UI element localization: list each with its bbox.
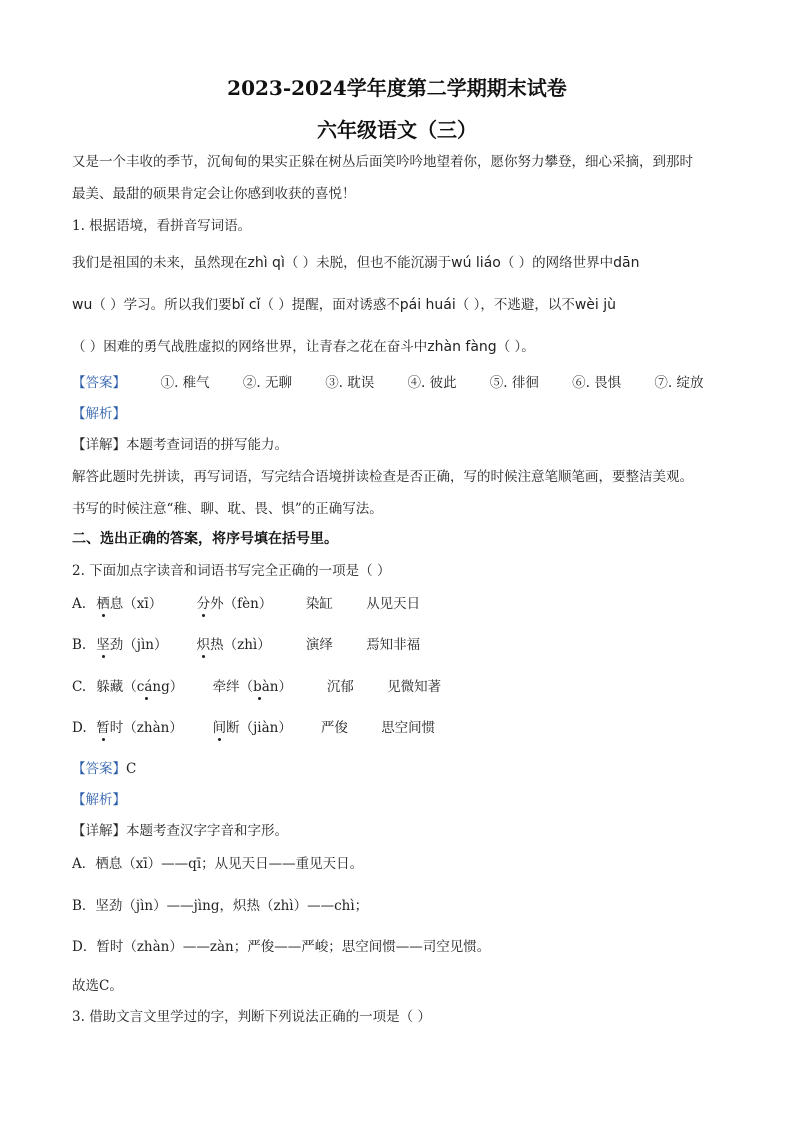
option-word: 断（jiàn） xyxy=(226,720,292,736)
dotted-char: 间 xyxy=(213,716,227,736)
detail-text: 本题考查词语的拼写能力。 xyxy=(126,437,288,453)
q1-line-2 xyxy=(72,293,616,313)
q1-title: 1. 根据语境，看拼音写词语。 xyxy=(72,218,252,234)
q1-note-1: 解答此题时先拼读，再写词语，写完结合语境拼读检查是否正确，写的时候注意笔顺笔画，要整洁美观。 xyxy=(72,469,693,485)
option-word: 从见天日 xyxy=(366,596,421,612)
intro-line-2: 最美、最甜的硕果肯定会让你感到收获的喜悦！ xyxy=(72,186,356,202)
q2-option-a xyxy=(72,592,420,612)
option-word: 时（zhàn） xyxy=(109,720,183,736)
pinyin: wu xyxy=(72,297,93,313)
option-label: D. xyxy=(72,720,87,736)
option-word: 热（zhì） xyxy=(210,637,271,653)
section-heading: 二、选出正确的答案，将序号填在括号里。 xyxy=(72,531,338,547)
analysis-label: 【解析】 xyxy=(72,406,126,422)
detail-text: 本题考查汉字字音和字形。 xyxy=(126,823,288,839)
answer-item: ⑥. 畏惧 xyxy=(572,375,622,391)
exam-subtitle: 六年级语文（三） xyxy=(317,118,477,142)
q2-option-d xyxy=(72,716,435,736)
q1-detail xyxy=(72,433,288,453)
pinyin: zhì qì xyxy=(247,255,285,271)
option-word: 染缸 xyxy=(305,596,333,612)
q1-answer-row xyxy=(72,371,703,391)
option-word: 焉知非福 xyxy=(366,637,421,653)
dotted-char: 绊（bàn） xyxy=(226,675,292,695)
dotted-char: 分 xyxy=(197,592,211,612)
q2-explanation-b: B．坚劲（jìn）——jìng，炽热（zhì）——chì； xyxy=(72,898,369,914)
option-word: 外（fèn） xyxy=(210,596,273,612)
answer-item: ①. 稚气 xyxy=(160,375,210,391)
q1-line-3 xyxy=(72,335,535,355)
option-word: 沉郁 xyxy=(326,679,354,695)
option-word: 劲（jìn） xyxy=(109,637,168,653)
detail-label: 【详解】 xyxy=(72,823,126,839)
q1-text: （ ）。 xyxy=(496,339,535,355)
q1-note-2: 书写的时候注意“稚、聊、耽、畏、惧”的正确写法。 xyxy=(72,501,383,517)
q1-text: （ ）未脱，但也不能沉溺于 xyxy=(284,255,452,271)
answer-label: 【答案】 xyxy=(72,375,126,391)
pinyin: wèi jù xyxy=(574,297,616,313)
answer-item: ③. 耽误 xyxy=(325,375,375,391)
dotted-char: 坚 xyxy=(96,633,110,653)
option-word: 躲 xyxy=(96,679,110,695)
pinyin: wú liáo xyxy=(451,255,501,271)
q2-conclusion: 故选C。 xyxy=(72,978,123,994)
detail-label: 【详解】 xyxy=(72,437,126,453)
answer-value: C xyxy=(126,761,137,777)
option-word: 息（xī） xyxy=(109,596,163,612)
option-word: 演绎 xyxy=(305,637,333,653)
q1-text: （ ），不逃避，以不 xyxy=(455,297,575,313)
q2-option-b xyxy=(72,633,420,653)
q2-explanation-a: A．栖息（xī）——qī；从见天日——重见天日。 xyxy=(72,856,364,872)
dotted-char: 炽 xyxy=(197,633,211,653)
option-label: B. xyxy=(72,637,87,653)
dotted-char: 藏（cáng） xyxy=(110,675,183,695)
q2-detail xyxy=(72,819,288,839)
dotted-char: 暂 xyxy=(96,716,110,736)
answer-label: 【答案】 xyxy=(72,761,126,777)
q1-text: （ ）提醒，面对诱惑不 xyxy=(260,297,400,313)
answer-item: ⑤. 徘徊 xyxy=(489,375,539,391)
pinyin: bǐ cǐ xyxy=(231,297,261,313)
pinyin: zhàn fàng xyxy=(427,339,497,355)
q2-title: 2. 下面加点字读音和词语书写完全正确的一项是（ ） xyxy=(72,563,391,579)
option-word: 思空间惯 xyxy=(381,720,436,736)
dotted-char: 栖 xyxy=(96,592,110,612)
option-word: 见微知著 xyxy=(387,679,442,695)
exam-title: 2023-2024学年度第二学期期末试卷 xyxy=(227,76,567,100)
answer-item: ⑦. 绽放 xyxy=(654,375,704,391)
q1-text: （ ）学习。所以我们要 xyxy=(92,297,232,313)
q2-option-c xyxy=(72,675,441,695)
q3-title: 3. 借助文言文里学过的字，判断下列说法正确的一项是（ ） xyxy=(72,1009,431,1025)
option-word: 严俊 xyxy=(320,720,348,736)
analysis-label: 【解析】 xyxy=(72,792,126,808)
option-word: 牵 xyxy=(212,679,227,695)
pinyin: dān xyxy=(613,255,640,271)
q1-text: （ ）的网络世界中 xyxy=(500,255,614,271)
pinyin: pái huái xyxy=(399,297,456,313)
intro-line-1: 又是一个丰收的季节，沉甸甸的果实正躲在树丛后面笑吟吟地望着你，愿你努力攀登，细心采摘，到那时 xyxy=(72,154,693,170)
answer-item: ④. 彼此 xyxy=(407,375,457,391)
answer-item: ②. 无聊 xyxy=(242,375,292,391)
q1-text: 我们是祖国的未来，虽然现在 xyxy=(72,255,248,271)
option-label: C. xyxy=(72,679,87,695)
q2-explanation-d: D．暂时（zhàn）——zàn；严俊——严峻；思空间惯——司空见惯。 xyxy=(72,939,491,955)
option-label: A. xyxy=(72,596,87,612)
q1-text: （ ）困难的勇气战胜虚拟的网络世界，让青春之花在奋斗中 xyxy=(72,339,428,355)
q2-answer-row xyxy=(72,757,136,777)
q1-line-1 xyxy=(72,251,639,271)
